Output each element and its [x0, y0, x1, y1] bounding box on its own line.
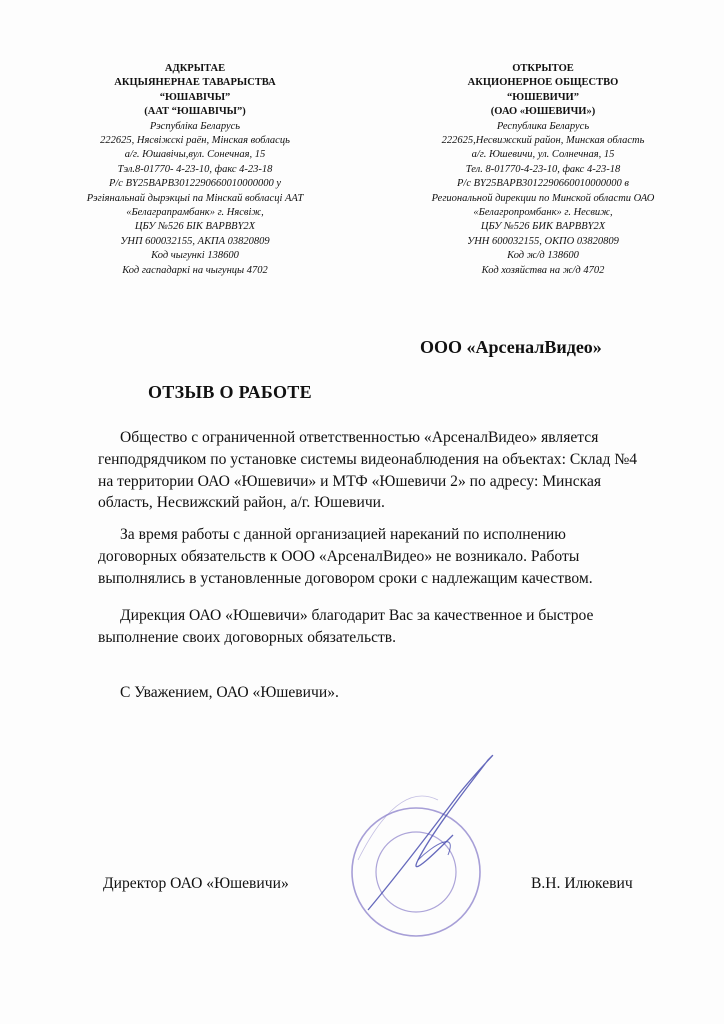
- org-details-ru: [393, 120, 693, 278]
- signatory-position: Директор ОАО «Юшевичи»: [103, 875, 289, 892]
- recipient: ООО «АрсеналВидео»: [420, 337, 602, 357]
- detail-line: УНН 600032155, ОКПО 03820809: [467, 235, 619, 247]
- official-stamp: [338, 740, 508, 950]
- org-line: (ААТ “ЮШАВІЧЫ”): [144, 106, 246, 118]
- org-line: АКЦЫЯНЕРНАЕ ТАВАРЫСТВА: [114, 77, 276, 89]
- detail-line: Код хозяйства на ж/д 4702: [481, 264, 605, 276]
- org-line: (ОАО «ЮШЕВИЧИ»): [490, 106, 596, 118]
- detail-line: Код гаспадаркі на чыгунцы 4702: [122, 264, 268, 276]
- letterhead-russian: [393, 62, 693, 278]
- detail-line: Региональной дирекции по Минской области ОАО: [431, 192, 655, 204]
- detail-line: а/г. Юшевичи, ул. Солнечная, 15: [471, 149, 615, 161]
- detail-line: Код ж/д 138600: [507, 250, 579, 262]
- org-name-ru: [393, 62, 693, 120]
- body-paragraph-2: За время работы с данной организацией нареканий по исполнению договорных обязательств к ООО «АрсеналВидео» не возникало. Работы выполнялись в установленные договором сроки с надлежащим качеством.: [98, 526, 593, 587]
- signature-scribble: [368, 755, 493, 910]
- org-line: ОТКРЫТОЕ: [512, 63, 574, 74]
- detail-line: «Белагропромбанк» г. Несвиж,: [473, 207, 613, 219]
- document-title: ОТЗЫВ О РАБОТЕ: [148, 382, 312, 402]
- org-name-by: [45, 62, 345, 120]
- detail-line: Республика Беларусь: [496, 120, 590, 132]
- org-line: “ЮШАВІЧЫ”: [159, 91, 231, 103]
- detail-line: Р/с BY25BAPB3012290660010000000 у: [108, 178, 282, 190]
- detail-line: Тэл.8-01770- 4-23-10, факс 4-23-18: [117, 163, 273, 175]
- detail-line: Тел. 8-01770-4-23-10, факс 4-23-18: [465, 163, 621, 175]
- letterhead-belarusian: [45, 62, 345, 278]
- detail-line: Р/с BY25BAPB3012290660010000000 в: [457, 178, 629, 190]
- org-line: АДКРЫТАЕ: [164, 63, 226, 74]
- detail-line: Рэгіянальнай дырэкцыі па Мінскай вобласці ААТ: [86, 192, 304, 204]
- closing-regards: С Уважением, ОАО «Юшевичи».: [120, 684, 339, 701]
- signatory-name: В.Н. Илюкевич: [531, 875, 633, 892]
- detail-line: Код чыгункі 138600: [151, 250, 239, 262]
- detail-line: 222625, Нясвіжскі раён, Мінская вобласць: [100, 135, 290, 147]
- detail-line: УНП 600032155, АКПА 03820809: [120, 235, 270, 247]
- body-paragraph-3: Дирекция ОАО «Юшевичи» благодарит Вас за качественное и быстрое выполнение своих договорных обязательств.: [98, 607, 594, 646]
- body-paragraph-1: Общество с ограниченной ответственностью «АрсеналВидео» является генподрядчиком по установке системы видеонаблюдения на объектах: Склад №4 на территории ОАО «Юшевичи» и МТФ «Юшевичи 2» по адресу: Минская область, Несвижский район, а/г. Юшевичи.: [98, 429, 638, 512]
- detail-line: ЦБУ №526 БІК BAPBBY2X: [134, 221, 256, 233]
- org-line: АКЦИОНЕРНОЕ ОБЩЕСТВО: [467, 77, 619, 89]
- detail-line: а/г. Юшавічы,вул. Сонечная, 15: [124, 149, 266, 161]
- detail-line: Рэспубліка Беларусь: [149, 120, 241, 132]
- detail-line: 222625,Несвижский район, Минская область: [441, 135, 645, 147]
- detail-line: ЦБУ №526 БИК BAPBBY2X: [480, 221, 606, 233]
- org-details-by: [45, 120, 345, 278]
- detail-line: «Белаграпрамбанк» г. Нясвіж,: [126, 207, 264, 219]
- org-line: “ЮШЕВИЧИ”: [507, 91, 579, 103]
